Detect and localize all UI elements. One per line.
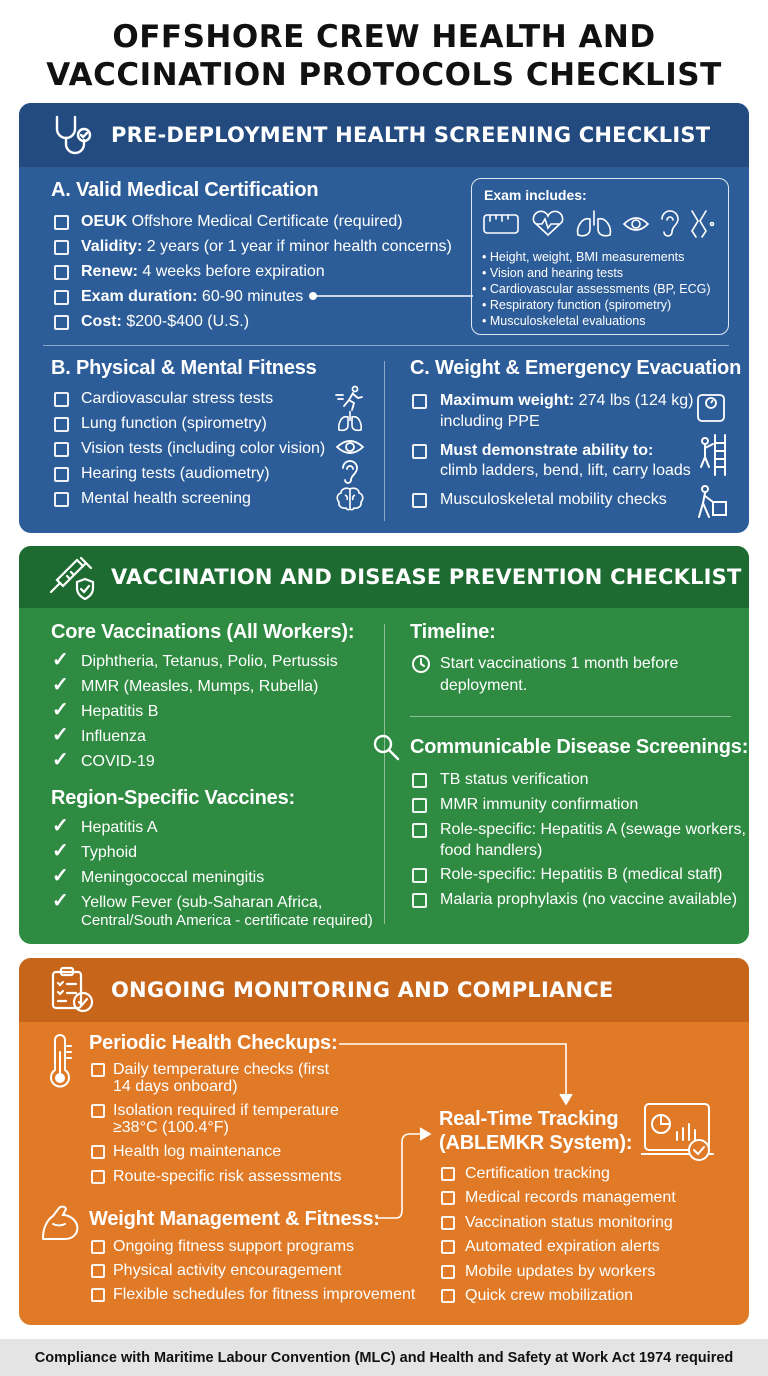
checkbox[interactable] [54,215,69,230]
checkbox[interactable] [441,1240,455,1254]
timeline-text: Start vaccinations 1 month before [440,655,679,672]
pre-deployment-panel [19,103,749,533]
checkbox[interactable] [91,1063,105,1077]
checkbox[interactable] [54,315,69,330]
checkbox[interactable] [412,798,427,813]
check-icon: ✓ [52,724,69,746]
checkbox[interactable] [54,392,69,407]
list-item [81,262,325,282]
list-item-continuation: climb ladders, bend, lift, carry loads [440,462,691,479]
list-item-continuation: 14 days onboard) [113,1078,238,1095]
list-item: Quick crew mobilization [465,1287,634,1304]
list-item: Malaria prophylaxis (no vaccine available) [440,891,738,908]
list-item: Musculoskeletal mobility checks [440,491,667,508]
item-value: $200-$400 (U.S.) [121,313,250,330]
checkbox[interactable] [412,493,427,508]
list-item [81,237,452,257]
list-item: Certification tracking [465,1165,610,1182]
list-item: Vaccination status monitoring [465,1214,673,1231]
list-item: Role-specific: Hepatitis A (sewage workers, [440,821,746,838]
list-item [440,391,693,411]
core-vaccinations-title: Core Vaccinations (All Workers): [51,621,355,643]
item-key: Validity: [81,238,143,255]
tracking-title-line-1: Real-Time Tracking [439,1108,619,1130]
list-item: Isolation required if temperature [113,1102,339,1119]
clock-icon [411,654,431,674]
checkbox[interactable] [91,1104,105,1118]
checkbox[interactable] [54,417,69,432]
checkbox[interactable] [441,1265,455,1279]
list-item: Mobile updates by workers [465,1263,656,1280]
check-icon: ✓ [52,840,69,862]
list-item: Mental health screening [81,490,251,507]
item-value: 2 years (or 1 year if minor health concerns) [142,238,452,255]
list-item: Influenza [81,728,146,745]
list-item: Hepatitis B [81,703,159,720]
item-key: Exam duration: [81,288,198,305]
divider [410,716,731,717]
region-vaccines-title: Region-Specific Vaccines: [51,787,295,809]
checkbox[interactable] [412,868,427,883]
list-item: Ongoing fitness support programs [113,1238,355,1255]
list-item: Meningococcal meningitis [81,869,265,886]
section-c-title: C. Weight & Emergency Evacuation [410,357,742,379]
screenings-title: Communicable Disease Screenings: [410,736,749,758]
checkbox[interactable] [412,444,427,459]
scale-icon [695,389,727,423]
item-key: OEUK [81,213,128,230]
list-item-continuation: Central/South America - certificate required) [81,912,373,929]
item-value: 274 lbs (124 kg) [574,392,694,409]
list-item: Typhoid [81,844,138,861]
stethoscope-icon [47,111,95,159]
checkbox[interactable] [412,773,427,788]
monitoring-panel [19,958,749,1325]
checkbox[interactable] [91,1264,105,1278]
page-title-line-2: VACCINATION PROTOCOLS CHECKLIST [46,57,722,93]
vaccination-heading: VACCINATION AND DISEASE PREVENTION CHECKLIST [111,565,742,589]
check-icon: ✓ [52,674,69,696]
checkbox[interactable] [54,442,69,457]
compliance-footer: Compliance with Maritime Labour Convention (MLC) and Health and Safety at Work Act 1974 required [0,1339,768,1376]
check-icon: ✓ [52,890,69,912]
item-key: Renew: [81,263,138,280]
checkbox[interactable] [54,467,69,482]
runner-icon [335,385,365,411]
list-item: MMR immunity confirmation [440,796,639,813]
vaccination-header [19,546,749,608]
checkbox[interactable] [54,492,69,507]
list-item: Flexible schedules for fitness improvement [113,1286,416,1303]
checkbox[interactable] [441,1167,455,1181]
lifting-box-icon [693,484,729,520]
pre-deployment-header [19,103,749,167]
brain-icon [335,486,365,512]
section-a-title: A. Valid Medical Certification [51,179,319,201]
list-item: Automated expiration alerts [465,1238,660,1255]
checkbox[interactable] [91,1170,105,1184]
joint-icon [692,211,714,237]
item-value: 60-90 minutes [197,288,304,305]
timeline-title: Timeline: [410,621,496,643]
page-title-line-1: OFFSHORE CREW HEALTH AND [112,19,656,55]
checkbox[interactable] [54,265,69,280]
list-item: Health log maintenance [113,1143,282,1160]
list-item: Route-specific risk assessments [113,1168,342,1185]
section-b-title: B. Physical & Mental Fitness [51,357,317,379]
exam-item: • Cardiovascular assessments (BP, ECG) [482,282,711,296]
check-icon: ✓ [52,699,69,721]
ear-icon [662,211,678,236]
exam-item: • Height, weight, BMI measurements [482,250,685,264]
item-key: Cost: [81,313,122,330]
monitoring-header [19,958,749,1022]
timeline-text-continuation: deployment. [440,677,528,694]
checkbox[interactable] [412,893,427,908]
eye-icon [624,218,648,230]
exam-icons-row [482,207,718,241]
page-title [0,18,768,94]
item-value: 4 weeks before expiration [137,263,325,280]
list-item: Role-specific: Hepatitis B (medical staff) [440,866,723,883]
checkbox[interactable] [412,823,427,838]
checkbox[interactable] [441,1216,455,1230]
list-item: Medical records management [465,1189,676,1206]
divider [43,345,729,346]
list-item: Daily temperature checks (first [113,1061,330,1078]
list-item [81,212,403,232]
checkbox[interactable] [91,1288,105,1302]
checkbox[interactable] [412,394,427,409]
vaccination-panel [19,546,749,944]
list-item: Lung function (spirometry) [81,415,267,432]
list-item [81,287,303,307]
checkbox[interactable] [441,1289,455,1303]
lungs-icon [578,211,611,236]
ear-icon [339,459,361,485]
checkbox[interactable] [441,1191,455,1205]
check-icon: ✓ [52,815,69,837]
magnifier-icon [371,732,401,762]
syringe-shield-icon [47,554,95,602]
tracking-title-line-2: (ABLEMKR System): [439,1132,633,1154]
divider [384,624,385,924]
weight-management-title: Weight Management & Fitness: [89,1208,380,1230]
exam-includes-box [471,178,729,335]
eye-icon [335,437,365,457]
check-icon: ✓ [52,649,69,671]
pre-deployment-heading: PRE-DEPLOYMENT HEALTH SCREENING CHECKLIST [111,123,711,147]
checkbox[interactable] [54,240,69,255]
list-item: Physical activity encouragement [113,1262,342,1279]
exam-item: • Musculoskeletal evaluations [482,314,646,328]
list-item: Vision tests (including color vision) [81,440,326,457]
connector-line [305,289,475,303]
lungs-icon [337,409,363,433]
ladder-climber-icon [693,433,729,477]
monitoring-heading: ONGOING MONITORING AND COMPLIANCE [111,978,614,1002]
flexed-arm-icon [39,1202,85,1242]
list-item-continuation: food handlers) [440,842,543,859]
checkbox[interactable] [91,1145,105,1159]
dashboard-icon [641,1100,717,1164]
list-item: TB status verification [440,771,589,788]
heart-icon [533,211,562,235]
list-item: Hepatitis A [81,819,158,836]
list-item: Yellow Fever (sub-Saharan Africa, [81,894,323,911]
list-item: Diphtheria, Tetanus, Polio, Pertussis [81,653,338,670]
item-key: Maximum weight: [440,392,575,409]
clipboard-check-icon [47,966,95,1014]
list-item-continuation: including PPE [440,413,540,430]
tape-measure-icon [484,215,518,233]
thermometer-icon [47,1034,73,1090]
check-icon: ✓ [52,749,69,771]
exam-item: • Vision and hearing tests [482,266,624,280]
list-item-continuation: ≥38°C (100.4°F) [113,1119,229,1136]
list-item: Hearing tests (audiometry) [81,465,270,482]
list-item: COVID-19 [81,753,155,770]
checkbox[interactable] [54,290,69,305]
divider [384,361,385,521]
item-value: Offshore Medical Certificate (required) [127,213,403,230]
list-item [81,312,249,332]
checkbox[interactable] [91,1240,105,1254]
exam-includes-title: Exam includes: [484,187,587,203]
check-icon: ✓ [52,865,69,887]
list-item: Cardiovascular stress tests [81,390,274,407]
exam-item: • Respiratory function (spirometry) [482,298,672,312]
list-item: Must demonstrate ability to: [440,442,654,459]
list-item: MMR (Measles, Mumps, Rubella) [81,678,319,695]
periodic-checkups-title: Periodic Health Checkups: [89,1032,338,1054]
